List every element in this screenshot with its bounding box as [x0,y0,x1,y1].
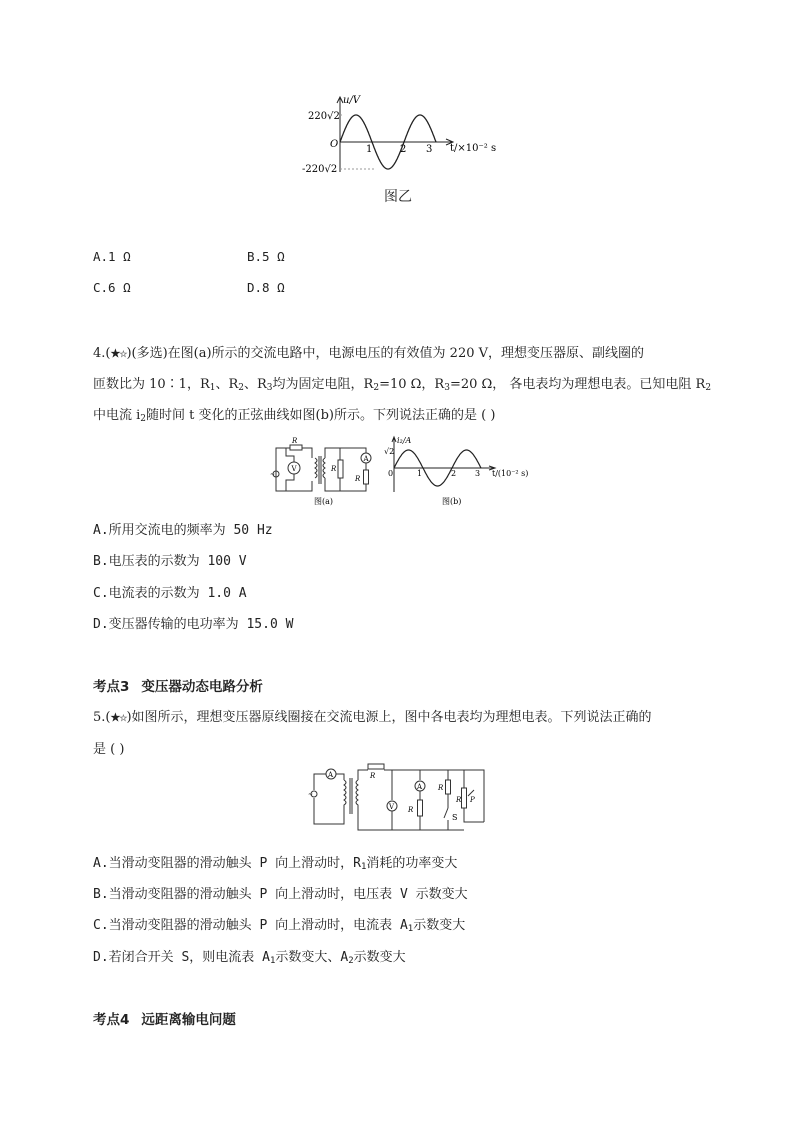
fig-a-caption: 图(a) [314,497,334,506]
section-3-heading: 考点3 变压器动态电路分析 [93,679,263,695]
svg-text:R: R [438,784,444,792]
svg-text:S: S [452,813,458,822]
q4-line-3: 中电流 $i_2$随时间 t 变化的正弦曲线如图(b)所示。下列说法正确的是 ( ) [93,408,496,424]
svg-text:A: A [363,455,369,463]
svg-text:A: A [328,771,334,779]
svg-text:V: V [389,803,395,811]
graph-y-max: 220√2 [308,111,340,122]
q5-line-1: 5.(★☆)如图所示，理想变压器原线圈接在交流电源上，图中各电表均为理想电表。下列说法正确的 [93,710,652,725]
q3-option-a: A.1 Ω [93,249,131,264]
svg-text:R: R [456,796,462,804]
fig-b-tick-1: 1 [417,469,423,478]
q4-line-2: 匝数比为 10∶1，$R_1$、$R_2$、$R_3$均为固定电阻，$R_2=10$ Ω，$R_3=20$ Ω， 各电表均为理想电表。已知电阻 $R_2$ [93,377,712,393]
q5-line-2: 是 ( ) [93,742,125,757]
graph-x-tick-2: 2 [400,144,407,155]
graph-x-tick-1: 1 [366,144,373,155]
q5-option-c: C.当滑动变阻器的滑动触头 P 向上滑动时，电流表 $A_1$示数变大 [93,918,466,934]
svg-text:~: ~ [308,791,314,798]
svg-text:P: P [470,796,475,804]
graph-y-label: u/V [343,95,361,106]
section-4-heading: 考点4 远距离输电问题 [93,1012,236,1028]
fig-b-caption: 图(b) [442,497,462,506]
q3-option-b: B.5 Ω [247,249,285,264]
graph-origin: O [330,139,339,150]
q4-option-c: C.电流表的示数为 1.0 A [93,586,247,601]
svg-text:A: A [417,783,423,791]
svg-text:R: R [292,437,298,445]
difficulty-star-icon: ★☆ [110,711,127,724]
svg-text:R: R [370,772,376,780]
q5-option-b: B.当滑动变阻器的滑动触头 P 向上滑动时，电压表 V 示数变大 [93,887,468,902]
svg-text:R: R [331,465,337,473]
q5-option-d: D.若闭合开关 S，则电流表 $A_1$示数变大、$A_2$示数变大 [93,950,406,966]
svg-text:R: R [355,475,361,483]
fig-b-origin: 0 [388,469,394,478]
q3-option-d: D.8 Ω [247,280,285,295]
q5-option-a: A.当滑动变阻器的滑动触头 P 向上滑动时，$R_1$消耗的功率变大 [93,856,458,872]
q4-option-a: A.所用交流电的频率为 50 Hz [93,523,273,538]
graph-x-tick-3: 3 [426,144,433,155]
svg-text:R: R [408,806,414,814]
fig-b-tick-3: 3 [475,469,481,478]
fig-b-y-max: √2 [384,447,395,456]
current-sine-graph [382,434,542,510]
fig-b-x-label: t/(10⁻² s) [492,469,529,478]
difficulty-star-icon: ★☆ [110,347,127,360]
q4-option-b: B.电压表的示数为 100 V [93,554,247,569]
q4-line-1: 4.(★☆)(多选)在图(a)所示的交流电路中，电源电压的有效值为 220 V，理想变压器原、副线圈的 [93,346,645,361]
svg-text:~: ~ [270,471,276,478]
circuit-diagram-a [268,436,380,508]
q3-option-c: C.6 Ω [93,280,131,295]
graph-x-label: t/×10⁻² s [450,143,497,154]
fig-b-tick-2: 2 [451,469,457,478]
svg-text:V: V [291,465,297,473]
figure-caption: 图乙 [384,189,412,205]
graph-y-min: -220√2 [302,164,338,175]
q4-option-d: D.变压器传输的电功率为 15.0 W [93,617,294,632]
fig-b-y-label: i₂/A [397,436,412,445]
circuit-diagram-q5 [304,760,494,834]
sine-voltage-graph [300,92,510,184]
